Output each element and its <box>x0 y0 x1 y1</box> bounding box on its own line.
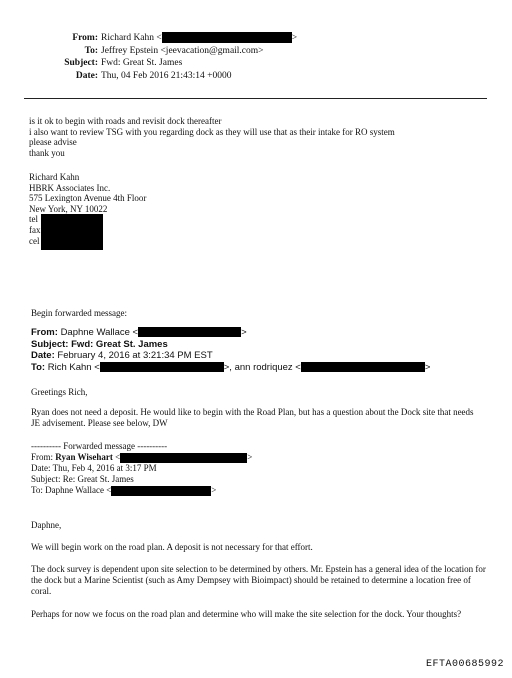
forward-to-row <box>31 362 430 374</box>
signature-fax: fax <box>29 224 41 235</box>
forward2-para2: The dock survey is dependent upon site selection to be determined by others. Mr. Epstein has a general idea of the location for the dock but a Marine Scientist (such as Amy Dempsey with Bioimpact) should be retained to determine a location free of coral. <box>31 564 486 596</box>
redaction-box <box>301 362 425 372</box>
forward-subject-label: Subject: <box>31 338 69 350</box>
header-subject-row <box>28 57 297 70</box>
header-divider <box>24 98 487 99</box>
redaction-box <box>120 453 247 463</box>
forward-from-row <box>31 327 430 339</box>
forward2-subject-line: Subject: Re: Great St. James <box>31 474 134 484</box>
forward2-from-label: From: <box>31 452 54 462</box>
signature-tel: tel <box>29 214 38 225</box>
forward-date-value: February 4, 2016 at 3:21:34 PM EST <box>57 350 213 361</box>
forward-subject-value: Fwd: Great St. James <box>71 338 168 350</box>
forward2-date-line: Date: Thu, Feb 4, 2016 at 3:17 PM <box>31 463 157 473</box>
signature-city: New York, NY 10022 <box>29 203 108 214</box>
forward2-header <box>31 441 252 496</box>
header-from-value: Richard Kahn < <box>101 33 162 43</box>
message-line: is it ok to begin with roads and revisit dock thereafter <box>29 116 222 126</box>
forward-from-close: > <box>241 327 247 338</box>
signature-address: 575 Lexington Avenue 4th Floor <box>29 193 147 204</box>
forward-subject-row <box>31 339 430 351</box>
redaction-box <box>111 486 211 496</box>
forward-to-close: > <box>424 361 431 373</box>
forward2-from-name: Ryan Wisehart <box>55 452 113 462</box>
forward-to-middle: >, ann rodriquez < <box>223 361 301 373</box>
forward2-to-close: > <box>211 485 217 495</box>
header-from-label: From: <box>72 33 98 43</box>
forward2-para1: We will begin work on the road plan. A deposit is not necessary for that effort. <box>31 542 313 552</box>
redaction-box <box>41 214 103 250</box>
forward2-to-line: To: Daphne Wallace < <box>31 485 112 495</box>
message-line: thank you <box>29 147 65 158</box>
forward2-to-row <box>31 485 252 496</box>
redaction-box <box>138 327 241 337</box>
redaction-box <box>100 362 224 372</box>
forward2-separator: ---------- Forwarded message ---------- <box>31 441 168 451</box>
header-to-label: To: <box>84 45 98 56</box>
forward-header <box>31 327 430 373</box>
forward2-from-row <box>31 452 252 463</box>
header-date-value: Thu, 04 Feb 2016 21:43:14 +0000 <box>101 70 232 81</box>
redaction-box <box>162 32 292 43</box>
forward-to-label: To: <box>31 361 46 373</box>
forward-from-label: From: <box>31 327 58 338</box>
message-body <box>29 116 395 158</box>
forward2-from-open: < <box>115 452 121 462</box>
forward2-from-close: > <box>247 452 253 462</box>
message-line: i also want to review TSG with you regarding dock as they will use that as their intake for RO system <box>29 126 395 137</box>
forward-date-row <box>31 350 430 362</box>
forward-from-value: Daphne Wallace < <box>60 327 139 338</box>
header-from-row <box>28 32 297 45</box>
message-line: please advise <box>29 137 77 148</box>
forward2-salutation: Daphne, <box>31 520 62 530</box>
forward-greeting: Greetings Rich, <box>31 387 88 397</box>
header-from-close: > <box>291 33 298 43</box>
forward-intro: Begin forwarded message: <box>31 308 127 318</box>
signature-name: Richard Kahn <box>29 172 80 182</box>
email-header <box>28 32 297 82</box>
signature-company: HBRK Associates Inc. <box>29 182 111 193</box>
forward-date-label: Date: <box>31 350 55 361</box>
forward-body: Ryan does not need a deposit. He would like to begin with the Road Plan, but has a question about the Dock site that needs JE advisement. Please see below, DW <box>31 407 474 428</box>
header-date-label: Date: <box>75 70 98 81</box>
document-id: EFTA00685992 <box>425 659 504 670</box>
header-to-row <box>28 45 297 58</box>
forward-to-value: Rich Kahn < <box>47 361 100 373</box>
header-subject-value: Fwd: Great St. James <box>101 58 183 68</box>
header-to-value: Jeffrey Epstein <jeevacation@gmail.com> <box>101 45 264 56</box>
header-subject-label: Subject: <box>64 58 98 68</box>
signature-cel: cel <box>29 235 40 246</box>
header-date-row <box>28 70 297 83</box>
forward2-para3: Perhaps for now we focus on the road plan and determine who will make the site selection for the dock. Your thoughts? <box>31 609 462 619</box>
